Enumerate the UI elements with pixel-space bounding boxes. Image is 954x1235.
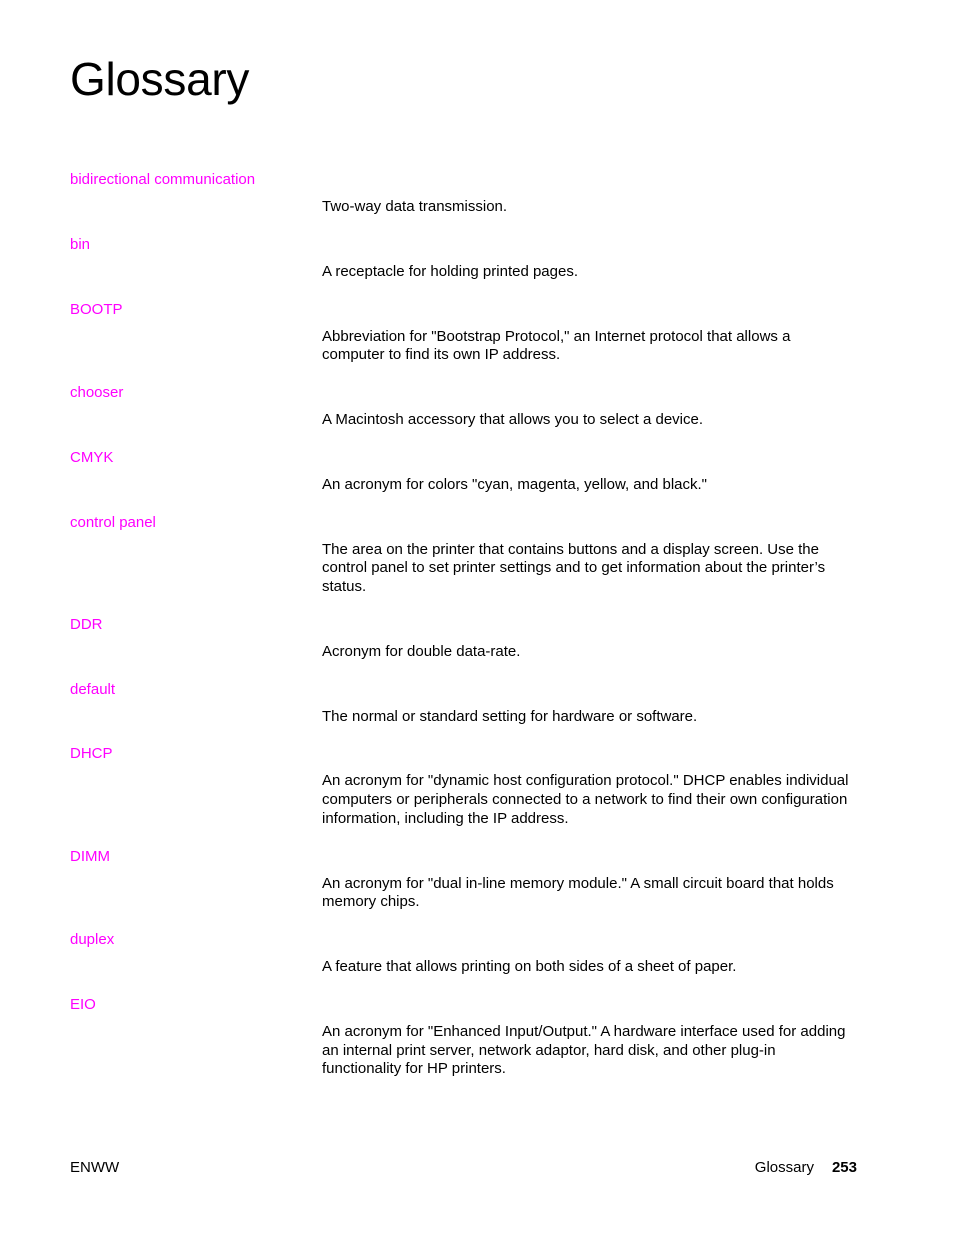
glossary-term-link[interactable]: DIMM: [70, 847, 110, 865]
glossary-entry: [70, 744, 860, 828]
footer-page-number: 253: [831, 1159, 857, 1176]
glossary-entry: [70, 170, 860, 217]
glossary-entry: [70, 300, 860, 366]
glossary-definition: An acronym for colors "cyan, magenta, yellow, and black.": [322, 475, 707, 493]
glossary-list: [70, 170, 860, 1097]
page-title: Glossary: [70, 53, 250, 105]
glossary-definition: The area on the printer that contains buttons and a display screen. Use the control panel to set printer settings and to get information about the printer’s status.: [322, 540, 826, 595]
glossary-entry: [70, 995, 860, 1079]
glossary-definition: A receptacle for holding printed pages.: [322, 262, 579, 280]
glossary-term-link[interactable]: bidirectional communication: [70, 171, 256, 188]
glossary-term-link[interactable]: BOOTP: [70, 300, 123, 318]
glossary-entry: [70, 847, 860, 913]
glossary-definition: An acronym for "Enhanced Input/Output." A hardware interface used for adding an internal print server, network adaptor, hard disk, and other plug-in functionality for HP printers.: [322, 1022, 846, 1078]
glossary-definition: An acronym for "dynamic host configuration protocol." DHCP enables individual computers or peripherals connected to a network to find their own configuration information, including the IP address.: [322, 772, 849, 827]
glossary-definition: A Macintosh accessory that allows you to select a device.: [322, 411, 704, 428]
glossary-term-link[interactable]: CMYK: [70, 448, 114, 466]
glossary-term-link[interactable]: control panel: [70, 513, 156, 531]
glossary-term-link[interactable]: duplex: [70, 931, 115, 948]
glossary-entry: [70, 235, 860, 282]
glossary-entry: [70, 930, 860, 977]
glossary-term-link[interactable]: chooser: [70, 384, 124, 401]
glossary-entry: [70, 615, 860, 662]
footer-section-name: Glossary: [754, 1159, 814, 1176]
glossary-term-link[interactable]: DHCP: [70, 745, 113, 763]
glossary-term-link[interactable]: EIO: [70, 995, 96, 1013]
glossary-term-link[interactable]: DDR: [70, 615, 103, 633]
glossary-term-link[interactable]: bin: [70, 235, 91, 253]
glossary-definition: Acronym for double data-rate.: [322, 642, 521, 660]
glossary-definition: Abbreviation for "Bootstrap Protocol," an Internet protocol that allows a computer to find its own IP address.: [322, 327, 791, 364]
glossary-definition: Two-way data transmission.: [322, 198, 508, 215]
glossary-definition: The normal or standard setting for hardware or software.: [322, 707, 698, 725]
footer-section-page: [755, 1158, 857, 1177]
glossary-definition: An acronym for "dual in-line memory module." A small circuit board that holds memory chips.: [322, 874, 834, 911]
glossary-entry: [70, 383, 860, 430]
glossary-term-link[interactable]: default: [70, 680, 116, 698]
glossary-entry: [70, 680, 860, 727]
glossary-definition: A feature that allows printing on both sides of a sheet of paper.: [322, 958, 737, 975]
glossary-entry: [70, 513, 860, 597]
footer-doc-code: ENWW: [70, 1159, 120, 1176]
glossary-entry: [70, 448, 860, 495]
